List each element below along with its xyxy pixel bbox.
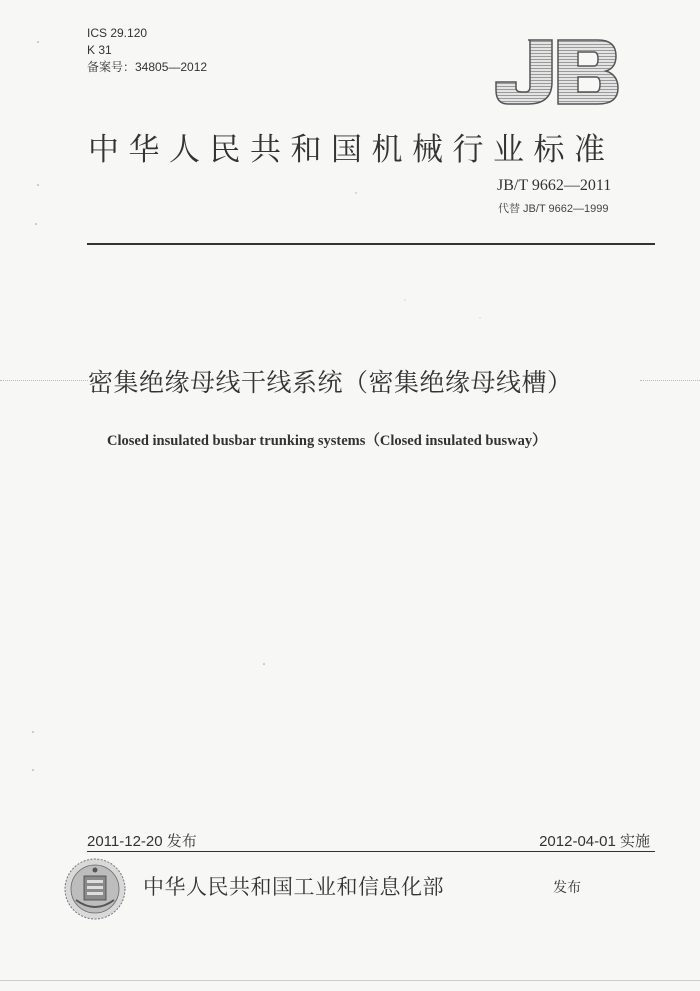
classification-block (87, 25, 207, 76)
issuing-label: 发布 (553, 880, 581, 896)
ministry-seal-icon (62, 856, 128, 922)
ics-code: ICS 29.120 (87, 26, 148, 40)
scan-artifact-line (0, 380, 88, 381)
standard-number: JB/T 9662—2011 (497, 177, 612, 194)
scan-artifact-line (640, 380, 700, 381)
document-title-chinese: 密集绝缘母线干线系统（密集绝缘母线槽） (88, 368, 573, 397)
issuing-authority: 中华人民共和国工业和信息化部 (143, 875, 444, 899)
standard-category-title: 中华人民共和国机械行业标准 (88, 132, 615, 168)
top-divider (87, 243, 655, 245)
implementation-date: 2012-04-01 实施 (539, 833, 650, 850)
issue-date: 2011-12-20 发布 (87, 833, 197, 850)
jb-logo (494, 38, 620, 106)
document-title-english: Closed insulated busbar trunking systems（Closed insulated busway） (107, 433, 547, 449)
replaced-standard: 代替 JB/T 9662—1999 (498, 203, 609, 215)
record-number: 备案号：34805—2012 (87, 60, 208, 74)
ccs-code: K 31 (87, 43, 112, 57)
bottom-divider (87, 851, 655, 852)
page-edge (0, 980, 700, 981)
